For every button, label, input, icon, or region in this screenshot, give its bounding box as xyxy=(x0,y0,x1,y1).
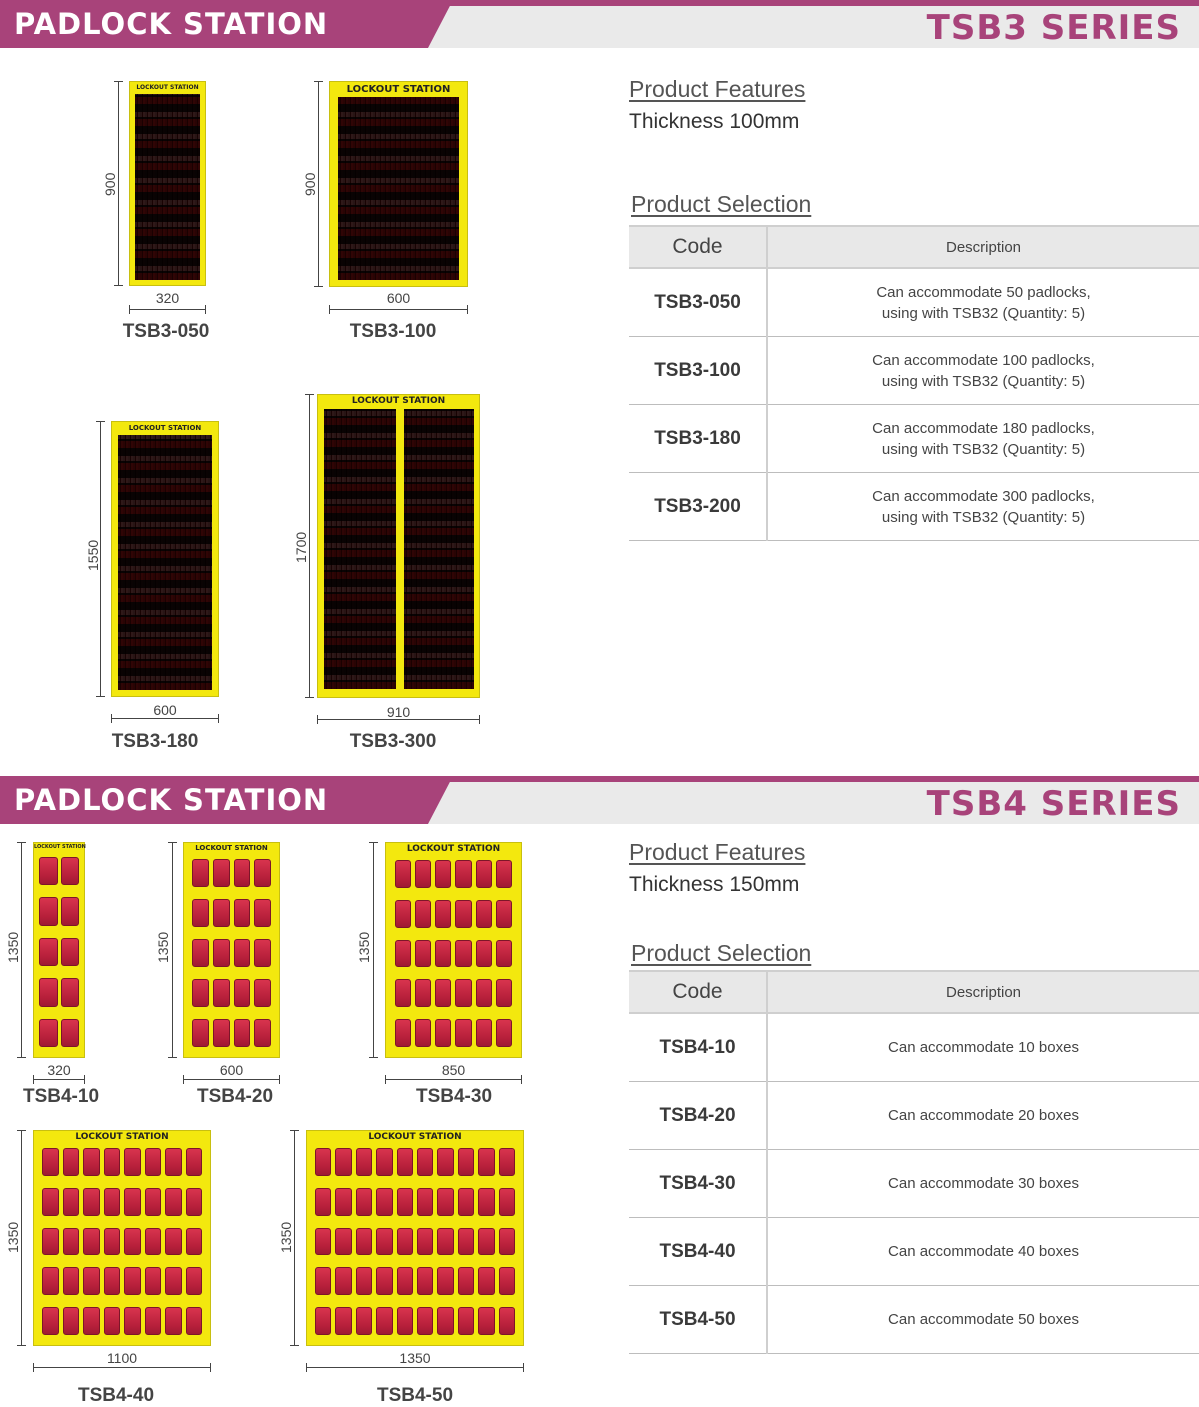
lock-box xyxy=(315,1228,331,1256)
lock-box xyxy=(42,1148,59,1176)
lock-box xyxy=(455,1019,471,1047)
lock-box xyxy=(478,1188,494,1216)
cabinet-title: LOCKOUT STATION xyxy=(128,424,202,432)
selection-heading: Product Selection xyxy=(631,940,812,966)
code-cell: TSB3-050 xyxy=(629,268,767,337)
lock-box xyxy=(42,1188,59,1216)
lock-box xyxy=(145,1228,162,1256)
padlock-rack-right xyxy=(404,409,474,689)
lock-box xyxy=(397,1148,413,1176)
model-label: TSB3-050 xyxy=(122,321,210,342)
cabinet-title: LOCKOUT STATION xyxy=(351,396,446,406)
lock-box xyxy=(63,1307,80,1335)
model-label: TSB4-50 xyxy=(376,1385,454,1406)
features-heading: Product Features xyxy=(629,76,806,102)
lock-box xyxy=(124,1188,141,1216)
lock-box xyxy=(83,1228,100,1256)
lock-box xyxy=(499,1228,515,1256)
lock-box xyxy=(417,1307,433,1335)
height-label: 1550 xyxy=(85,539,101,571)
features-heading: Product Features xyxy=(629,839,806,865)
lock-box xyxy=(356,1307,372,1335)
width-dimension xyxy=(385,1079,522,1080)
height-label: 1350 xyxy=(155,931,171,963)
height-label: 1700 xyxy=(293,531,309,563)
height-label: 900 xyxy=(102,172,118,196)
lock-box xyxy=(356,1267,372,1295)
lock-box xyxy=(415,860,431,888)
tsb4-section xyxy=(0,776,1199,1406)
description-cell: Can accommodate 10 boxes xyxy=(767,1013,1199,1082)
lock-box xyxy=(417,1228,433,1256)
lock-box xyxy=(234,1019,251,1047)
lock-box xyxy=(192,939,209,967)
description-cell: Can accommodate 30 boxes xyxy=(767,1150,1199,1218)
height-label: 900 xyxy=(302,172,318,196)
lock-box xyxy=(61,857,80,885)
lock-box xyxy=(476,979,492,1007)
width-dimension xyxy=(33,1367,211,1368)
thickness-text: Thickness 100mm xyxy=(629,110,800,133)
lock-box xyxy=(435,1019,451,1047)
lock-box xyxy=(496,860,512,888)
width-label: 850 xyxy=(441,1062,466,1078)
code-cell: TSB4-30 xyxy=(629,1150,767,1218)
width-dimension xyxy=(111,718,219,719)
lock-box xyxy=(315,1148,331,1176)
lock-box xyxy=(145,1307,162,1335)
padlock-rack xyxy=(135,94,200,280)
width-dimension xyxy=(129,309,206,310)
lock-box xyxy=(254,979,271,1007)
lock-box xyxy=(376,1307,392,1335)
lock-box xyxy=(435,900,451,928)
lock-box xyxy=(42,1267,59,1295)
height-dimension xyxy=(373,842,374,1058)
table-row xyxy=(629,1013,1199,1082)
lock-box xyxy=(496,940,512,968)
lock-box xyxy=(478,1307,494,1335)
lock-box xyxy=(496,1019,512,1047)
lock-box xyxy=(39,897,58,925)
model-label: TSB3-180 xyxy=(111,731,199,752)
lock-box xyxy=(145,1188,162,1216)
height-label: 1350 xyxy=(278,1221,294,1253)
lock-box xyxy=(315,1267,331,1295)
description-line: Can accommodate 180 padlocks, xyxy=(872,419,1095,437)
lock-box xyxy=(376,1188,392,1216)
lock-box xyxy=(42,1228,59,1256)
section-banner xyxy=(0,0,1199,48)
width-label: 910 xyxy=(386,704,411,720)
lock-box xyxy=(395,1019,411,1047)
cabinet-image xyxy=(129,81,206,286)
cabinet-image xyxy=(306,1130,524,1346)
description-cell: Can accommodate 20 boxes xyxy=(767,1082,1199,1150)
model-label: TSB4-20 xyxy=(196,1086,274,1107)
lock-box xyxy=(315,1307,331,1335)
cabinet-image xyxy=(33,1130,211,1346)
description-cell: Can accommodate 50 boxes xyxy=(767,1286,1199,1354)
box-grid xyxy=(39,857,79,1047)
lock-box xyxy=(356,1188,372,1216)
lock-box xyxy=(104,1188,121,1216)
cabinet-image xyxy=(33,842,85,1058)
lock-box xyxy=(417,1267,433,1295)
lock-box xyxy=(83,1267,100,1295)
cabinet-title: LOCKOUT STATION xyxy=(136,84,199,91)
lock-box xyxy=(104,1267,121,1295)
lock-box xyxy=(455,940,471,968)
table-row xyxy=(629,1218,1199,1286)
description-column-header: Description xyxy=(767,971,1199,1013)
lock-box xyxy=(476,860,492,888)
cabinet-title: LOCKOUT STATION xyxy=(195,844,268,852)
lock-box xyxy=(63,1267,80,1295)
lock-box xyxy=(213,859,230,887)
lock-box xyxy=(192,859,209,887)
height-dimension xyxy=(21,842,22,1058)
banner-title: PADLOCK STATION xyxy=(14,7,329,41)
lock-box xyxy=(499,1188,515,1216)
lock-box xyxy=(397,1228,413,1256)
lock-box xyxy=(63,1188,80,1216)
thickness-text: Thickness 150mm xyxy=(629,873,800,896)
lock-box xyxy=(397,1307,413,1335)
lock-box xyxy=(39,978,58,1006)
lock-box xyxy=(496,900,512,928)
lock-box xyxy=(124,1148,141,1176)
padlock-rack xyxy=(338,97,459,280)
lock-box xyxy=(478,1228,494,1256)
code-cell: TSB3-200 xyxy=(629,473,767,541)
lock-box xyxy=(234,899,251,927)
lock-box xyxy=(165,1228,182,1256)
width-label: 320 xyxy=(47,1062,71,1078)
lock-box xyxy=(234,859,251,887)
section-banner xyxy=(0,776,1199,824)
model-label: TSB4-40 xyxy=(77,1385,155,1406)
lock-box xyxy=(165,1307,182,1335)
lock-box xyxy=(165,1188,182,1216)
description-cell xyxy=(767,268,1199,337)
lock-box xyxy=(335,1228,351,1256)
table-row xyxy=(629,1286,1199,1354)
lock-box xyxy=(254,1019,271,1047)
lock-box xyxy=(186,1267,203,1295)
description-line: using with TSB32 (Quantity: 5) xyxy=(881,440,1086,458)
lock-box xyxy=(376,1267,392,1295)
width-label: 320 xyxy=(155,290,180,306)
lock-box xyxy=(395,940,411,968)
height-label: 1350 xyxy=(5,1221,21,1253)
lock-box xyxy=(165,1148,182,1176)
code-cell: TSB4-10 xyxy=(629,1013,767,1082)
height-dimension xyxy=(21,1130,22,1346)
lock-box xyxy=(395,979,411,1007)
cabinet-title: LOCKOUT STATION xyxy=(75,1132,169,1142)
banner-title: PADLOCK STATION xyxy=(14,783,329,817)
width-dimension xyxy=(183,1079,280,1080)
lock-box xyxy=(61,897,80,925)
lock-box xyxy=(104,1148,121,1176)
lock-box xyxy=(458,1148,474,1176)
description-column-header: Description xyxy=(767,226,1199,268)
height-dimension xyxy=(309,394,310,698)
lock-box xyxy=(437,1267,453,1295)
code-cell: TSB4-40 xyxy=(629,1218,767,1286)
model-label: TSB3-100 xyxy=(349,321,437,342)
lock-box xyxy=(455,860,471,888)
lock-box xyxy=(458,1267,474,1295)
lock-box xyxy=(83,1188,100,1216)
table-header-row xyxy=(629,971,1199,1013)
description-line: using with TSB32 (Quantity: 5) xyxy=(881,372,1086,390)
lock-box xyxy=(397,1267,413,1295)
table-header-row xyxy=(629,226,1199,268)
lock-box xyxy=(376,1228,392,1256)
cabinet-image xyxy=(111,421,219,697)
cabinet-image xyxy=(385,842,522,1058)
lock-box xyxy=(213,939,230,967)
description-cell: Can accommodate 40 boxes xyxy=(767,1218,1199,1286)
lock-box xyxy=(417,1188,433,1216)
lock-box xyxy=(61,1019,80,1047)
lock-box xyxy=(61,938,80,966)
description-cell xyxy=(767,405,1199,473)
lock-box xyxy=(254,899,271,927)
box-grid xyxy=(315,1148,515,1335)
code-cell: TSB3-180 xyxy=(629,405,767,473)
cabinet-title: LOCKOUT STATION xyxy=(368,1132,462,1142)
lock-box xyxy=(254,859,271,887)
lock-box xyxy=(499,1267,515,1295)
lock-box xyxy=(415,979,431,1007)
lock-box xyxy=(499,1307,515,1335)
lock-box xyxy=(104,1228,121,1256)
lock-box xyxy=(455,900,471,928)
table-row xyxy=(629,1150,1199,1218)
width-label: 1100 xyxy=(106,1350,138,1366)
lock-box xyxy=(356,1228,372,1256)
height-label: 1350 xyxy=(356,931,372,963)
lock-box xyxy=(397,1188,413,1216)
lock-box xyxy=(335,1148,351,1176)
width-label: 600 xyxy=(386,290,411,306)
lock-box xyxy=(335,1307,351,1335)
lock-box xyxy=(435,940,451,968)
lock-box xyxy=(478,1267,494,1295)
width-dimension xyxy=(329,309,468,310)
lock-box xyxy=(145,1267,162,1295)
height-dimension xyxy=(318,81,319,287)
lock-box xyxy=(476,900,492,928)
table-row xyxy=(629,405,1199,473)
lock-box xyxy=(415,1019,431,1047)
description-cell xyxy=(767,337,1199,405)
lock-box xyxy=(254,939,271,967)
code-cell: TSB3-100 xyxy=(629,337,767,405)
lock-box xyxy=(458,1307,474,1335)
lock-box xyxy=(437,1148,453,1176)
table-row xyxy=(629,337,1199,405)
lock-box xyxy=(186,1148,203,1176)
description-cell xyxy=(767,473,1199,541)
lock-box xyxy=(39,938,58,966)
description-line: Can accommodate 300 padlocks, xyxy=(872,487,1095,505)
lock-box xyxy=(496,979,512,1007)
lock-box xyxy=(415,900,431,928)
cabinet-image xyxy=(329,81,468,287)
width-dimension xyxy=(306,1367,524,1368)
table-row xyxy=(629,473,1199,541)
lock-box xyxy=(499,1148,515,1176)
lock-box xyxy=(192,979,209,1007)
lock-box xyxy=(165,1267,182,1295)
box-grid xyxy=(42,1148,202,1335)
model-label: TSB4-10 xyxy=(22,1086,100,1107)
series-title: TSB3 SERIES xyxy=(926,8,1181,48)
lock-box xyxy=(192,899,209,927)
cabinet-title: LOCKOUT STATION xyxy=(346,84,451,95)
lock-box xyxy=(476,1019,492,1047)
table-row xyxy=(629,1082,1199,1150)
lock-box xyxy=(186,1307,203,1335)
cabinet-image xyxy=(183,842,280,1058)
series-title: TSB4 SERIES xyxy=(926,784,1181,824)
lock-box xyxy=(435,979,451,1007)
height-dimension xyxy=(172,842,173,1058)
lock-box xyxy=(335,1188,351,1216)
description-line: using with TSB32 (Quantity: 5) xyxy=(881,508,1086,526)
lock-box xyxy=(192,1019,209,1047)
description-line: Can accommodate 100 padlocks, xyxy=(872,351,1095,369)
lock-box xyxy=(83,1148,100,1176)
cabinet-title: LOCKOUT STATION xyxy=(34,844,86,850)
cabinet-title: LOCKOUT STATION xyxy=(406,844,501,854)
height-dimension xyxy=(118,81,119,286)
lock-box xyxy=(335,1267,351,1295)
lock-box xyxy=(39,1019,58,1047)
box-grid xyxy=(192,859,271,1047)
cabinet-image xyxy=(317,394,480,698)
code-cell: TSB4-50 xyxy=(629,1286,767,1354)
lock-box xyxy=(213,1019,230,1047)
lock-box xyxy=(437,1307,453,1335)
lock-box xyxy=(39,857,58,885)
model-label: TSB4-30 xyxy=(415,1086,493,1107)
table-row xyxy=(629,268,1199,337)
height-dimension xyxy=(294,1130,295,1346)
lock-box xyxy=(186,1188,203,1216)
height-label: 1350 xyxy=(5,931,21,963)
description-line: Can accommodate 50 padlocks, xyxy=(876,283,1091,301)
lock-box xyxy=(234,939,251,967)
width-dimension xyxy=(33,1079,85,1080)
lock-box xyxy=(437,1188,453,1216)
width-label: 600 xyxy=(153,702,177,718)
lock-box xyxy=(458,1228,474,1256)
lock-box xyxy=(145,1148,162,1176)
lock-box xyxy=(437,1228,453,1256)
lock-box xyxy=(315,1188,331,1216)
lock-box xyxy=(83,1307,100,1335)
lock-box xyxy=(478,1148,494,1176)
lock-box xyxy=(356,1148,372,1176)
lock-box xyxy=(458,1188,474,1216)
lock-box xyxy=(415,940,431,968)
lock-box xyxy=(63,1148,80,1176)
lock-box xyxy=(104,1307,121,1335)
selection-table xyxy=(629,970,1199,1354)
lock-box xyxy=(213,899,230,927)
selection-table xyxy=(629,225,1199,541)
code-column-header: Code xyxy=(629,971,767,1013)
box-grid xyxy=(395,860,512,1047)
lock-box xyxy=(124,1228,141,1256)
width-label: 1350 xyxy=(399,1350,431,1366)
description-line: using with TSB32 (Quantity: 5) xyxy=(881,304,1086,322)
model-label: TSB3-300 xyxy=(349,731,437,752)
lock-box xyxy=(63,1228,80,1256)
lock-box xyxy=(395,900,411,928)
code-cell: TSB4-20 xyxy=(629,1082,767,1150)
padlock-rack-left xyxy=(324,409,396,689)
lock-box xyxy=(213,979,230,1007)
lock-box xyxy=(476,940,492,968)
lock-box xyxy=(376,1148,392,1176)
lock-box xyxy=(234,979,251,1007)
lock-box xyxy=(395,860,411,888)
lock-box xyxy=(61,978,80,1006)
lock-box xyxy=(186,1228,203,1256)
lock-box xyxy=(42,1307,59,1335)
selection-heading: Product Selection xyxy=(631,191,812,217)
lock-box xyxy=(455,979,471,1007)
padlock-rack xyxy=(118,435,212,690)
width-label: 600 xyxy=(219,1062,244,1078)
code-column-header: Code xyxy=(629,226,767,268)
lock-box xyxy=(124,1267,141,1295)
lock-box xyxy=(124,1307,141,1335)
lock-box xyxy=(417,1148,433,1176)
lock-box xyxy=(435,860,451,888)
